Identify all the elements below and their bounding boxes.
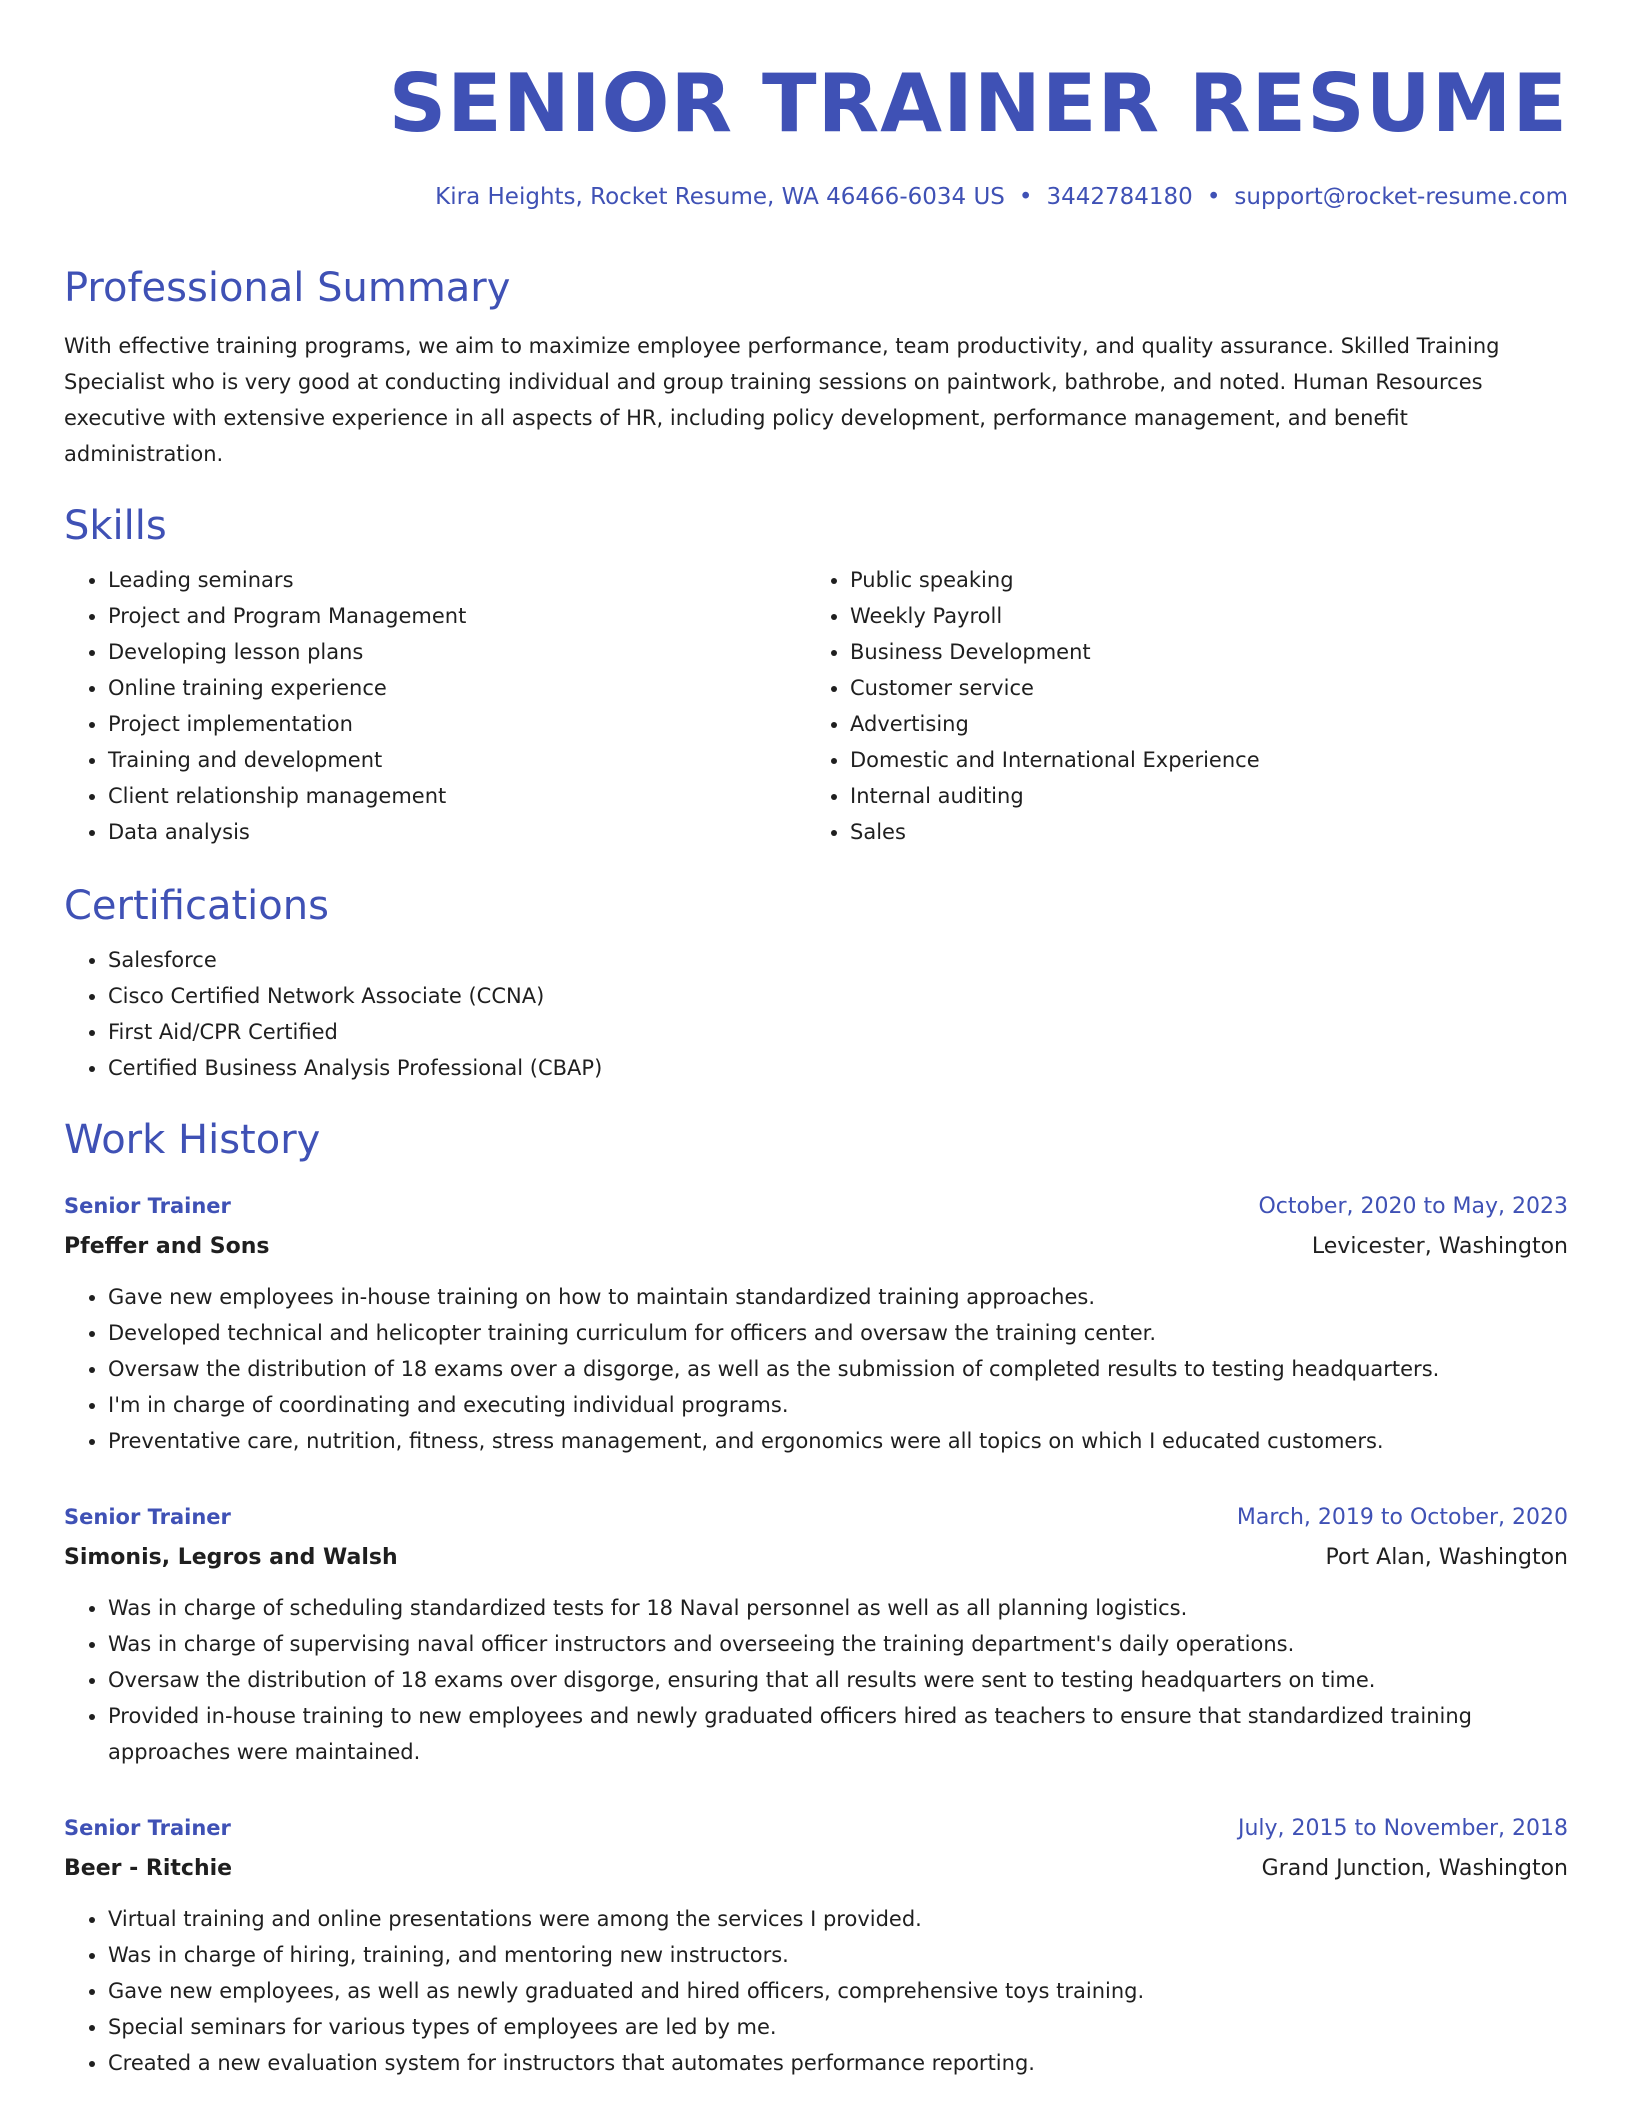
job-title: Senior Trainer — [64, 1505, 231, 1529]
skill-item: • Data analysis — [108, 814, 806, 850]
skills-columns — [64, 562, 1568, 850]
job-company: Pfeffer and Sons — [64, 1234, 270, 1259]
job-company-row — [64, 1227, 1568, 1267]
skill-item: • Online training experience — [108, 670, 806, 706]
contact-line — [64, 180, 1568, 214]
job-bullet: • Oversaw the distribution of 18 exams over a disgorge, as well as the submission of completed results to testing headquarters. — [108, 1351, 1568, 1387]
job-bullets — [64, 1901, 1568, 2081]
skills-list-right — [806, 562, 1548, 850]
job-bullet: • Oversaw the distribution of 18 exams over disgorge, ensuring that all results were sent to testing headquarters on time. — [108, 1662, 1568, 1698]
skill-item: • Weekly Payroll — [850, 598, 1548, 634]
job-bullets — [64, 1279, 1568, 1459]
job-company: Simonis, Legros and Walsh — [64, 1545, 398, 1570]
skill-item: • Sales — [850, 814, 1548, 850]
contact-separator: • — [1206, 184, 1221, 210]
job-title-row — [64, 1497, 1568, 1538]
job-title-row — [64, 1808, 1568, 1849]
work-history-heading: Work History — [64, 1117, 321, 1163]
summary-heading: Professional Summary — [64, 265, 511, 311]
job-title: Senior Trainer — [64, 1194, 231, 1218]
job-bullets — [64, 1590, 1568, 1770]
job-company: Beer - Ritchie — [64, 1856, 233, 1881]
job-location: Levicester, Washington — [1311, 1234, 1568, 1259]
job-bullet: • Was in charge of hiring, training, and mentoring new instructors. — [108, 1937, 1568, 1973]
job-bullet: • Created a new evaluation system for instructors that automates performance reporting. — [108, 2045, 1568, 2081]
job-bullet: • Virtual training and online presentations were among the services I provided. — [108, 1901, 1568, 1937]
certification-item: • Salesforce — [108, 942, 1568, 978]
contact-email: support@rocket-resume.com — [1234, 184, 1568, 210]
job-bullet: • Gave new employees in-house training on how to maintain standardized training approaches. — [108, 1279, 1568, 1315]
contact-address: Kira Heights, Rocket Resume, WA 46466-6034 US — [435, 184, 1005, 210]
job-location: Grand Junction, Washington — [1261, 1856, 1568, 1881]
skill-item: • Internal auditing — [850, 778, 1548, 814]
job-bullet: • Gave new employees, as well as newly graduated and hired officers, comprehensive toys training. — [108, 1973, 1568, 2009]
resume-title: SENIOR TRAINER RESUME — [388, 57, 1568, 150]
certification-item: • Certified Business Analysis Professional (CBAP) — [108, 1050, 1568, 1086]
job-dates: March, 2019 to October, 2020 — [1236, 1505, 1568, 1530]
certification-item: • First Aid/CPR Certified — [108, 1014, 1568, 1050]
job-location: Port Alan, Washington — [1325, 1545, 1568, 1570]
certifications-list — [64, 942, 1568, 1086]
skill-item: • Training and development — [108, 742, 806, 778]
skill-item: • Business Development — [850, 634, 1548, 670]
job-bullet: • Was in charge of supervising naval officer instructors and overseeing the training department's daily operations. — [108, 1626, 1568, 1662]
summary-text: With effective training programs, we aim to maximize employee performance, team productivity, and quality assurance. Skilled Training Specialist who is very good at conducting individual and group training sessions on paintwork, bathrobe, and noted. Human Resources executive with extensive experience in all aspects of HR, including policy development, performance management, and benefit administration. — [64, 334, 1500, 466]
job-title: Senior Trainer — [64, 1816, 231, 1840]
job-entry — [64, 1186, 1568, 1459]
job-entry — [64, 1497, 1568, 1770]
job-dates: July, 2015 to November, 2018 — [1237, 1816, 1568, 1841]
job-bullet: • Was in charge of scheduling standardized tests for 18 Naval personnel as well as all planning logistics. — [108, 1590, 1568, 1626]
skills-heading: Skills — [64, 503, 167, 549]
skill-item: • Project implementation — [108, 706, 806, 742]
job-title-row — [64, 1186, 1568, 1227]
skill-item: • Leading seminars — [108, 562, 806, 598]
job-bullet: • Developed technical and helicopter training curriculum for officers and oversaw the training center. — [108, 1315, 1568, 1351]
skill-item: • Advertising — [850, 706, 1548, 742]
skill-item: • Customer service — [850, 670, 1548, 706]
certification-item: • Cisco Certified Network Associate (CCNA) — [108, 978, 1568, 1014]
skill-item: • Public speaking — [850, 562, 1548, 598]
contact-separator: • — [1018, 184, 1033, 210]
job-dates: October, 2020 to May, 2023 — [1258, 1194, 1568, 1219]
job-bullet: • Preventative care, nutrition, fitness, stress management, and ergonomics were all topics on which I educated customers. — [108, 1423, 1568, 1459]
job-company-row — [64, 1538, 1568, 1578]
skills-list-left — [64, 562, 806, 850]
skill-item: • Domestic and International Experience — [850, 742, 1548, 778]
job-bullet: • Provided in-house training to new employees and newly graduated officers hired as teachers to ensure that standardized training approaches were maintained. — [108, 1698, 1568, 1770]
certifications-heading: Certifications — [64, 883, 329, 929]
contact-phone: 3442784180 — [1046, 184, 1193, 210]
job-company-row — [64, 1849, 1568, 1889]
job-entry — [64, 1808, 1568, 2081]
job-bullet: • Special seminars for various types of employees are led by me. — [108, 2009, 1568, 2045]
skill-item: • Client relationship management — [108, 778, 806, 814]
skill-item: • Developing lesson plans — [108, 634, 806, 670]
skill-item: • Project and Program Management — [108, 598, 806, 634]
job-bullet: • I'm in charge of coordinating and executing individual programs. — [108, 1387, 1568, 1423]
